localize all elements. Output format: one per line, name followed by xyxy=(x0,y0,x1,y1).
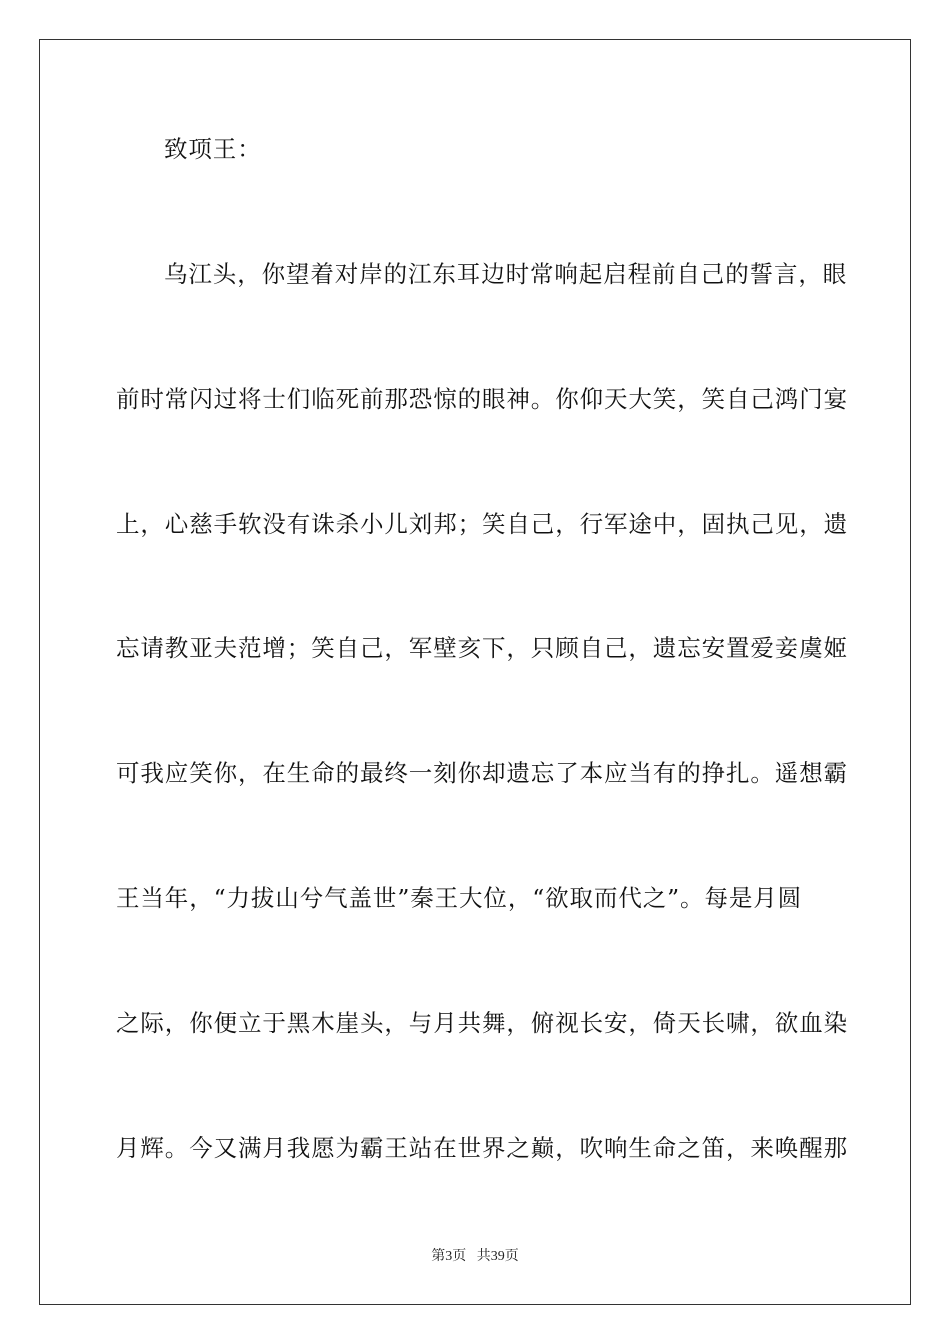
body-line-1: 乌江头，你望着对岸的江东耳边时常响起启程前自己的誓言，眼 xyxy=(164,260,848,288)
salutation: 致项王： xyxy=(164,135,262,163)
page-number: 第3页 xyxy=(431,1249,467,1264)
body-line-2: 前时常闪过将士们临死前那恐惊的眼神。你仰天大笑，笑自己鸿门宴 xyxy=(116,385,848,413)
page-border xyxy=(39,39,911,1305)
body-line-3: 上，心慈手软没有诛杀小儿刘邦；笑自己，行军途中，固执己见，遗 xyxy=(116,510,848,538)
body-line-7: 之际，你便立于黑木崖头，与月共舞，俯视长安，倚天长啸，欲血染 xyxy=(116,1009,848,1037)
body-line-8: 月辉。今又满月我愿为霸王站在世界之巅，吹响生命之笛，来唤醒那 xyxy=(116,1134,848,1162)
page-total: 共39页 xyxy=(476,1249,519,1264)
body-line-4: 忘请教亚夫范增；笑自己，军壁亥下，只顾自己，遗忘安置爱妾虞姬 xyxy=(116,634,848,662)
body-line-6: 王当年，“力拔山兮气盖世”秦王大位，“欲取而代之”。每是月圆 xyxy=(116,884,803,912)
page-footer xyxy=(0,1248,950,1266)
body-line-5: 可我应笑你，在生命的最终一刻你却遗忘了本应当有的挣扎。遥想霸 xyxy=(116,759,848,787)
